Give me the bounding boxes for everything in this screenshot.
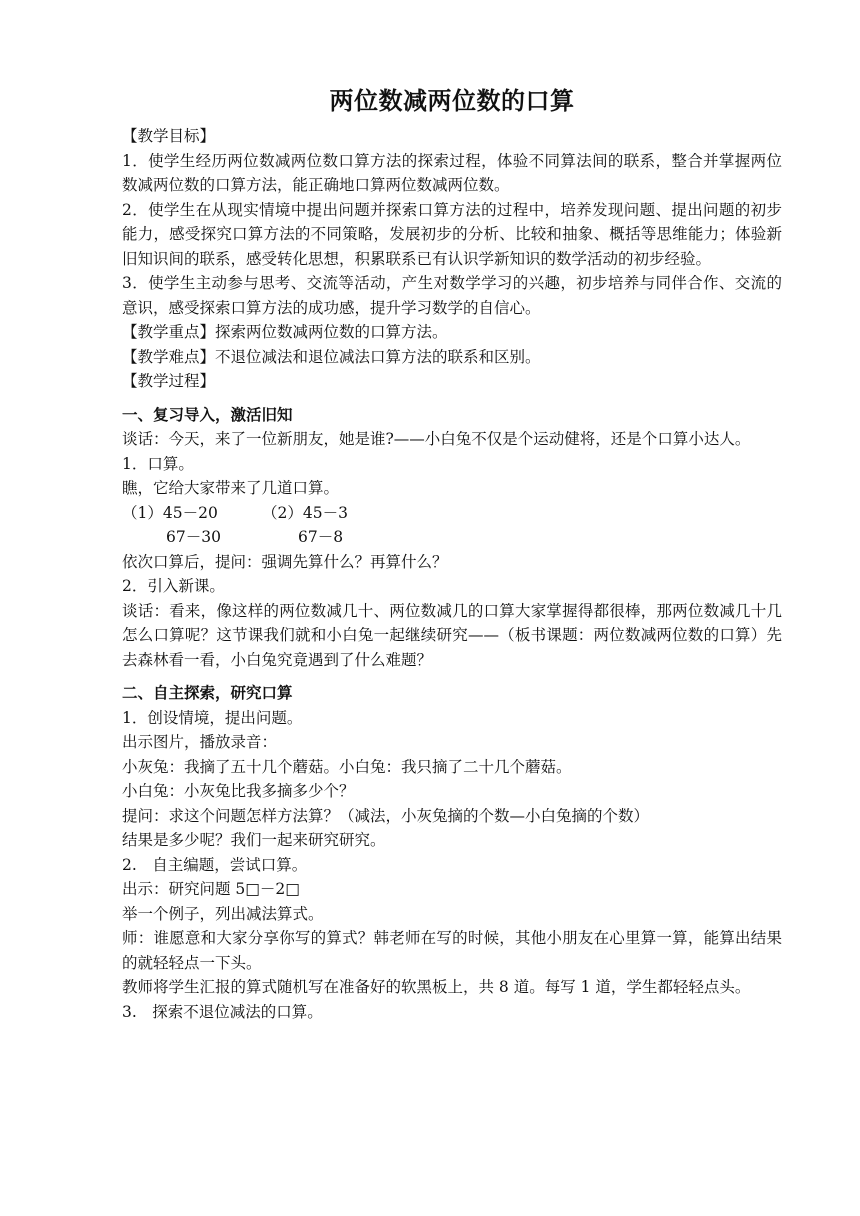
document-title: 两位数减两位数的口算 xyxy=(329,87,575,115)
section2-heading: 二、自主探索，研究口算 xyxy=(122,684,293,702)
key-point: 【教学重点】探索两位数减两位数的口算方法。 xyxy=(122,323,448,341)
example: 举一个例子，列出减法算式。 xyxy=(122,904,324,923)
section1-item2: 2．引入新课。 xyxy=(122,577,225,595)
section2-item2: 2. 自主编题，尝试口算。 xyxy=(122,855,308,874)
calc-row-2 xyxy=(122,525,782,550)
objective-2: 2．使学生在从现实情境中提出问题并探索口算方法的过程中，培养发现问题、提出问题的初步能力，感受探究口算方法的不同策略，发展初步的分析、比较和抽象、概括等思维能力；体验新旧知识间的联系，感受转化思想，积累联系已有认识学新知识的数学活动的初步经验。 xyxy=(122,200,782,268)
calc-b2: 67－8 xyxy=(298,528,344,546)
section1-item2-text: 谈话：看来，像这样的两位数减几十、两位数减几的口算大家掌握得都很棒，那两位数减几十几怎么口算呢？这节课我们就和小白兔一起继续研究——（板书课题：两位数减两位数的口算）先去森林看一看，小白兔究竟遇到了什么难题？ xyxy=(122,601,782,669)
result: 结果是多少呢？我们一起来研究研究。 xyxy=(122,831,386,849)
section2-show: 出示图片，播放录音： xyxy=(122,733,278,751)
section2-item2-show: 出示：研究问题 5□－2□ xyxy=(122,880,300,898)
section1-heading: 一、复习导入，激活旧知 xyxy=(122,405,293,424)
process-heading: 【教学过程】 xyxy=(122,372,216,390)
section1-intro: 谈话：今天，来了一位新朋友，她是谁?——小白兔不仅是个运动健将，还是个口算小达人。 xyxy=(122,430,751,448)
dialog-2: 小白兔：小灰兔比我多摘多少个？ xyxy=(122,782,355,800)
section1-item1-text: 瞧，它给大家带来了几道口算。 xyxy=(122,479,340,497)
calc-b1: （2）45－3 xyxy=(262,503,348,522)
objectives-heading: 【教学目标】 xyxy=(122,127,216,145)
section2-item3: 3. 探索不退位减法的口算。 xyxy=(122,1002,323,1021)
calc-row-1 xyxy=(122,501,782,526)
objective-3: 3．使学生主动参与思考、交流等活动，产生对数学学习的兴趣，初步培养与同伴合作、交流的意识，感受探索口算方法的成功感，提升学习数学的自信心。 xyxy=(122,274,782,317)
dialog-1: 小灰兔：我摘了五十几个蘑菇。小白兔：我只摘了二十几个蘑菇。 xyxy=(122,757,572,776)
calc-a2: 67－30 xyxy=(166,528,221,546)
section2-item1: 1．创设情境，提出问题。 xyxy=(122,708,303,727)
calc-a1: （1）45－20 xyxy=(122,503,218,522)
teacher-2: 教师将学生汇报的算式随机写在准备好的软黑板上，共 8 道。每写 1 道，学生都轻轻点头。 xyxy=(122,978,751,996)
objective-1: 1．使学生经历两位数减两位数口算方法的探索过程，体验不同算法间的联系，整合并掌握两位数减两位数的口算方法，能正确地口算两位数减两位数。 xyxy=(122,151,782,194)
document-page xyxy=(122,84,782,1024)
after-calc: 依次口算后，提问：强调先算什么？再算什么？ xyxy=(122,552,448,571)
difficulty: 【教学难点】不退位减法和退位减法口算方法的联系和区别。 xyxy=(122,347,541,366)
question: 提问：求这个问题怎样方法算？（减法，小灰兔摘的个数—小白兔摘的个数） xyxy=(122,806,650,825)
section1-item1: 1．口算。 xyxy=(122,454,194,473)
teacher: 师：谁愿意和大家分享你写的算式？韩老师在写的时候，其他小朋友在心里算一算，能算出结果的就轻轻点一下头。 xyxy=(122,929,782,972)
